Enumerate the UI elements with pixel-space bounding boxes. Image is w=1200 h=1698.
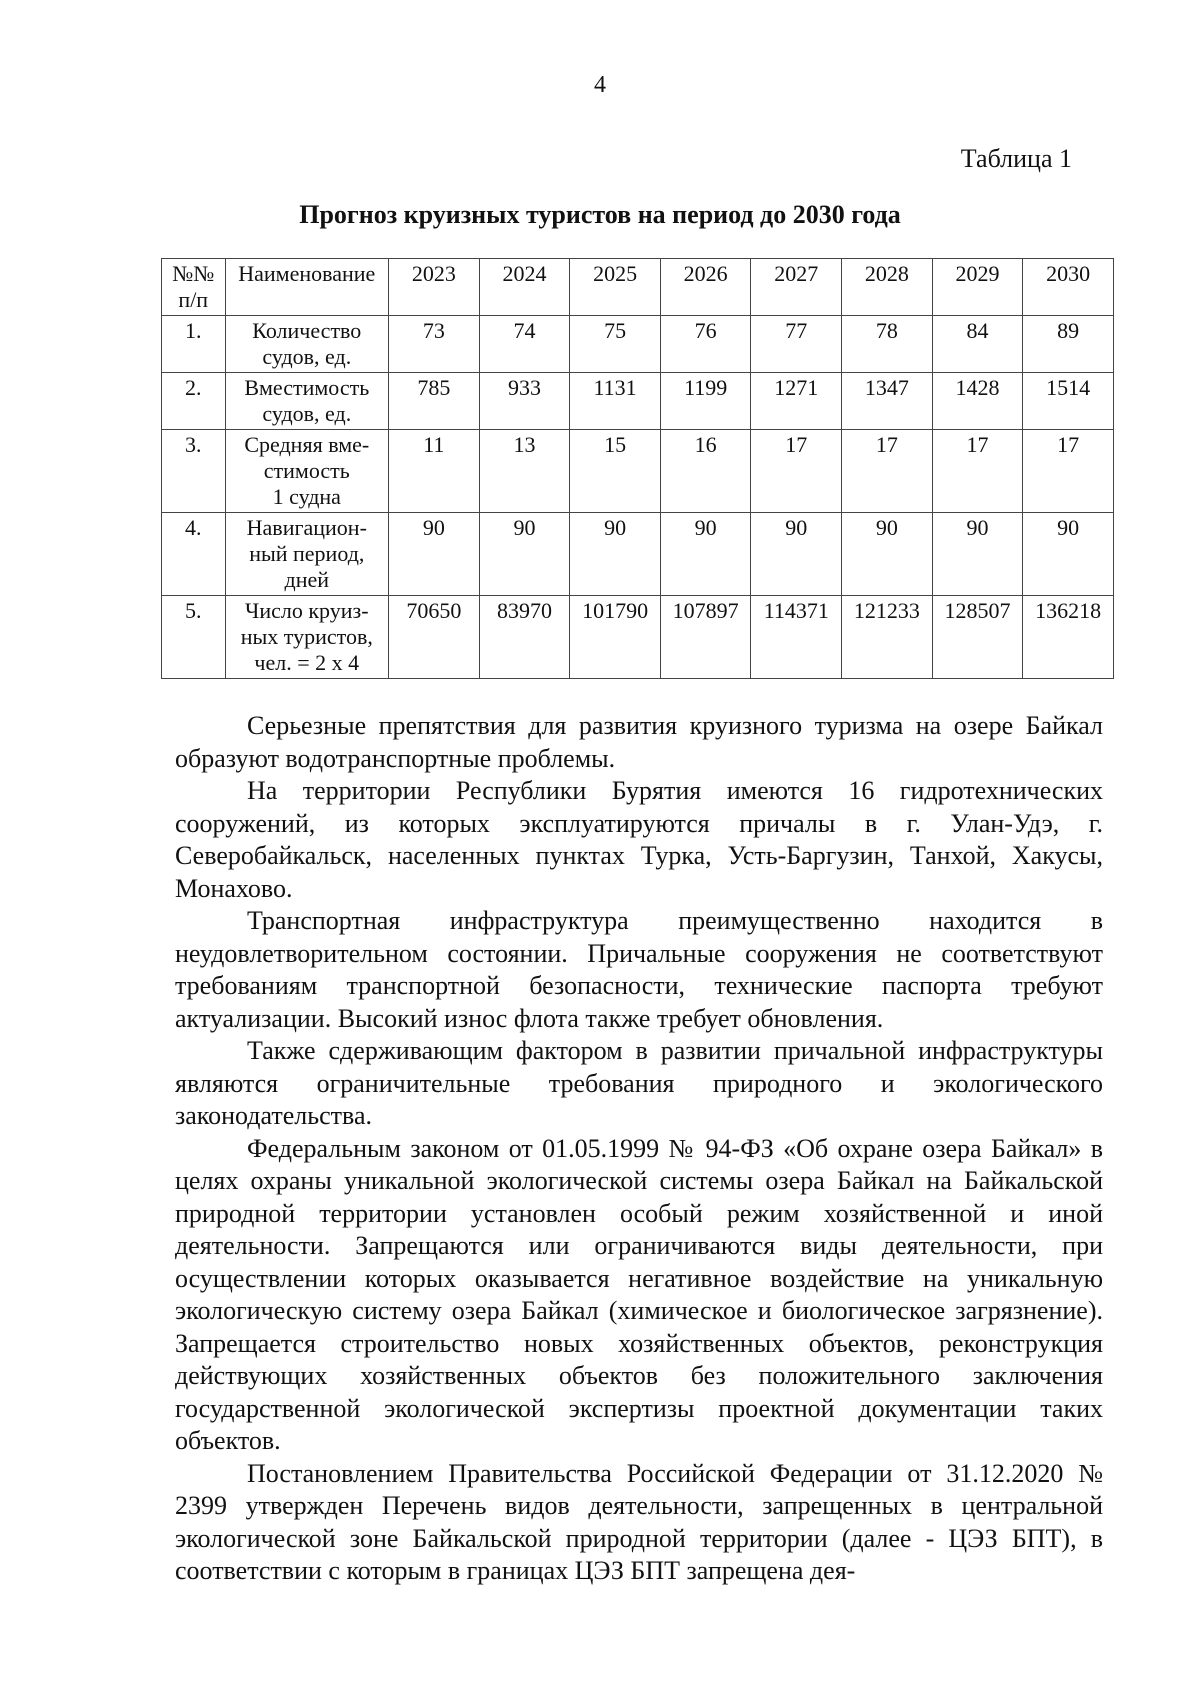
row-value: 17 (932, 430, 1023, 513)
row-value: 1514 (1023, 373, 1114, 430)
forecast-table-body (162, 259, 1114, 679)
row-name-line: Число круиз- (245, 598, 369, 623)
paragraph: Также сдерживающим фактором в развитии причальной инфраструктуры являются ограничительные требования природного и экологического законодательства. (175, 1036, 1103, 1130)
row-name (225, 373, 389, 430)
row-value: 17 (1023, 430, 1114, 513)
row-value: 121233 (842, 596, 933, 679)
row-name-line: чел. = 2 х 4 (254, 650, 360, 675)
row-name (225, 513, 389, 596)
row-value: 84 (932, 316, 1023, 373)
table-row (162, 316, 1114, 373)
row-value: 128507 (932, 596, 1023, 679)
header-year: 2029 (932, 259, 1023, 316)
row-name (225, 430, 389, 513)
row-value: 1271 (751, 373, 842, 430)
paragraph: Постановлением Правительства Российской Федерации от 31.12.2020 № 2399 утвержден Перечень видов деятельности, запрещенных в центральной экологической зоне Байкальской природной территории (далее - ЦЭЗ БПТ), в соответствии с которым в границах ЦЭЗ БПТ запрещена дея- (175, 1458, 1103, 1585)
row-value: 1199 (660, 373, 751, 430)
header-year: 2026 (660, 259, 751, 316)
row-value: 1428 (932, 373, 1023, 430)
row-name-line: Количество (252, 318, 362, 343)
table-header-row (162, 259, 1114, 316)
row-value: 13 (479, 430, 570, 513)
header-name: Наименование (225, 259, 389, 316)
body-text (175, 710, 1103, 1588)
row-value: 73 (389, 316, 480, 373)
row-value: 16 (660, 430, 751, 513)
row-name-line: Навигацион- (246, 515, 367, 540)
row-number: 4. (162, 513, 226, 596)
table-row (162, 513, 1114, 596)
row-value: 75 (570, 316, 661, 373)
header-num-line: п/п (178, 287, 209, 312)
row-value: 70650 (389, 596, 480, 679)
table-label: Таблица 1 (960, 144, 1072, 173)
header-year: 2027 (751, 259, 842, 316)
header-num (162, 259, 226, 316)
table-title: Прогноз круизных туристов на период до 2030 года (299, 200, 901, 229)
row-value: 76 (660, 316, 751, 373)
row-value: 15 (570, 430, 661, 513)
row-value: 89 (1023, 316, 1114, 373)
forecast-table (161, 258, 1114, 679)
row-value: 74 (479, 316, 570, 373)
row-value: 114371 (751, 596, 842, 679)
row-value: 933 (479, 373, 570, 430)
page-number: 4 (594, 72, 606, 98)
row-value: 101790 (570, 596, 661, 679)
row-value: 11 (389, 430, 480, 513)
header-year: 2023 (389, 259, 480, 316)
header-year: 2024 (479, 259, 570, 316)
paragraph: Федеральным законом от 01.05.1999 № 94-ФЗ «Об охране озера Байкал» в целях охраны уникальной экологической системы озера Байкал на Байкальской природной территории установлен особый режим хозяйственной и иной деятельности. Запрещаются или ограничиваются виды деятельности, при осуществлении которых оказывается негативное воздействие на уникальную экологическую систему озера Байкал (химическое и биологическое загрязнение). Запрещается строительство новых хозяйственных объектов, реконструкция действующих хозяйственных объектов без положительного заключения государственной экологической экспертизы проектной документации таких объектов. (175, 1133, 1103, 1455)
header-year: 2028 (842, 259, 933, 316)
row-name-line: судов, ед. (262, 401, 352, 426)
row-value: 107897 (660, 596, 751, 679)
row-number: 3. (162, 430, 226, 513)
header-num-line: №№ (172, 261, 215, 286)
row-value: 17 (751, 430, 842, 513)
row-name-line: судов, ед. (262, 344, 352, 369)
row-name-line: дней (284, 567, 330, 592)
row-number: 5. (162, 596, 226, 679)
row-value: 83970 (479, 596, 570, 679)
row-value: 77 (751, 316, 842, 373)
row-number: 2. (162, 373, 226, 430)
row-name-line: стимость (263, 458, 350, 483)
row-value: 90 (1023, 513, 1114, 596)
header-year: 2030 (1023, 259, 1114, 316)
row-name-line: ный период, (249, 541, 365, 566)
row-name-line: ных туристов, (240, 624, 373, 649)
row-name (225, 316, 389, 373)
row-value: 90 (389, 513, 480, 596)
row-value: 17 (842, 430, 933, 513)
row-value: 1347 (842, 373, 933, 430)
row-value: 785 (389, 373, 480, 430)
table-row (162, 596, 1114, 679)
row-number: 1. (162, 316, 226, 373)
paragraph: На территории Республики Бурятия имеются 16 гидротехнических сооружений, из которых эксплуатируются причалы в г. Улан-Удэ, г. Северобайкальск, населенных пунктах Турка, Усть-Баргузин, Танхой, Хакусы, Монахово. (175, 776, 1103, 903)
row-name-line: Вместимость (244, 375, 370, 400)
row-value: 90 (751, 513, 842, 596)
row-name (225, 596, 389, 679)
row-name-line: 1 судна (272, 484, 341, 509)
row-name-line: Средняя вме- (244, 432, 370, 457)
row-value: 136218 (1023, 596, 1114, 679)
row-value: 90 (479, 513, 570, 596)
table-row (162, 430, 1114, 513)
row-value: 90 (842, 513, 933, 596)
row-value: 90 (932, 513, 1023, 596)
row-value: 1131 (570, 373, 661, 430)
header-year: 2025 (570, 259, 661, 316)
row-value: 78 (842, 316, 933, 373)
paragraph: Транспортная инфраструктура преимущественно находится в неудовлетворительном состоянии. Причальные сооружения не соответствуют требованиям транспортной безопасности, технические паспорта требуют актуализации. Высокий износ флота также требует обновления. (175, 906, 1103, 1033)
row-value: 90 (570, 513, 661, 596)
row-value: 90 (660, 513, 751, 596)
table-row (162, 373, 1114, 430)
paragraph: Серьезные препятствия для развития круизного туризма на озере Байкал образуют водотранспортные проблемы. (175, 711, 1103, 773)
